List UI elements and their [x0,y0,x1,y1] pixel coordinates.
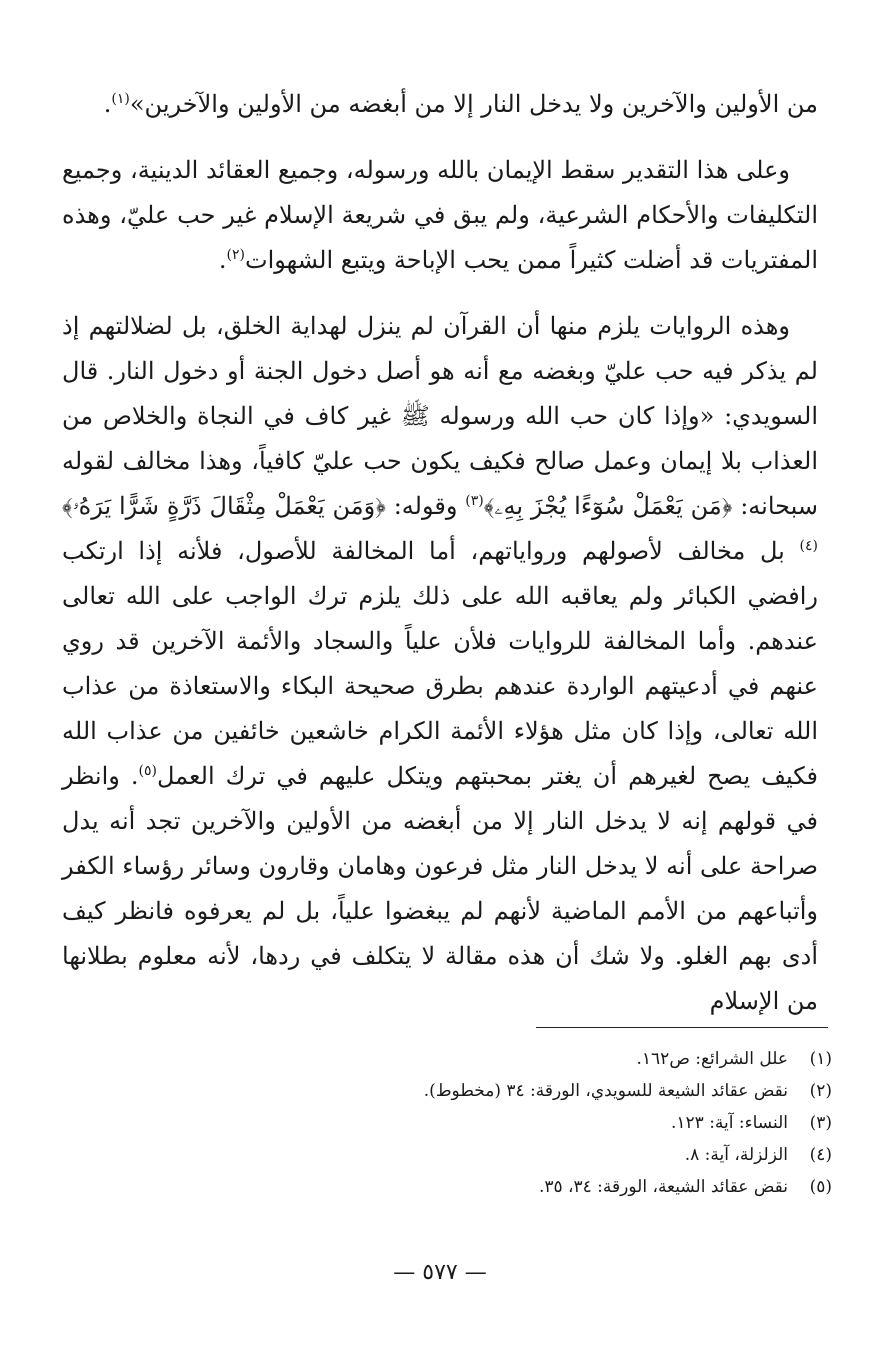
quran-verse: ﴿مَن يَعْمَلْ سُوٓءًا يُجْزَ بِهِۦ﴾ [483,492,733,520]
paragraph-text: وعلى هذا التقدير سقط الإيمان بالله ورسوله، وجميع العقائد الدينية، وجميع التكليفات والأحكام الشرعية، ولم يبق في شريعة الإسلام غير حب عليّ، وهذه المفتريات قد أضلت كثيراً ممن يحب الإباحة ويتبع الشهوات [62,156,818,274]
footnote-separator [536,1027,828,1028]
main-text [62,82,818,1024]
footnote-number: (٣) [809,1113,832,1133]
quran-verse: ﴿وَمَن يَعْمَلْ مِثْقَالَ ذَرَّةٍ شَرًّا يَرَهُۥ﴾ [62,492,386,520]
paragraph-text: من الأولين والآخرين ولا يدخل النار إلا من أبغضه من الأولين والآخرين» [129,90,818,118]
footnote-text: علل الشرائع: ص١٦٢. [636,1049,788,1069]
footnotes [62,1043,832,1203]
paragraph-text: وهذه الروايات يلزم منها أن القرآن لم ينزل لهداية الخلق، بل لضلالتهم إذ لم يذكر فيه حب عليّ وبغضه مع أنه هو أصل دخول الجنة أو دخول النار. قال السويدي: «وإذا كان حب الله ورسوله ﷺ غير كاف في النجاة والخلاص من العذاب بلا إيمان وعمل صالح فكيف يكون حب عليّ كافياً، وهذا مخالف لقوله سبحانه: [62,312,818,520]
paragraph [62,148,818,283]
footnote-number: (٥) [809,1177,832,1197]
footnote [62,1107,832,1139]
paragraph-gap [62,283,818,304]
paragraph-text: بل مخالف لأصولهم ورواياتهم، أما المخالفة للأصول، فلأنه إذا ارتكب رافضي الكبائر ولم يعاقبه الله على ذلك يلزم ترك الواجب على الله تعالى عندهم. وأما المخالفة للروايات فلأن علياً والسجاد والأئمة الآخرين قد روي عنهم في أدعيتهم الواردة عندهم بطرق صحيحة البكاء والاستعاذة من عذاب الله تعالى، وإذا كان مثل هؤلاء الأئمة الكرام خاشعين خائفين من عذاب الله فكيف يصح لغيرهم أن يغتر بمحبتهم ويتكل عليهم في ترك العمل [62,537,818,790]
paragraph-text: وقوله: [385,492,466,520]
footnote-ref: (٢) [226,247,246,263]
footnote-ref: (١) [111,91,130,107]
footnote [62,1075,832,1107]
page-number: — ٥٧٧ — [393,1260,487,1285]
footnote-text: نقض عقائد الشيعة، الورقة: ٣٤، ٣٥. [538,1177,788,1197]
footnote [62,1171,832,1203]
paragraph [62,304,818,1024]
paragraph [62,82,818,127]
footnote-number: (١) [809,1049,832,1069]
footnote-text: النساء: آية: ١٢٣. [670,1113,788,1133]
paragraph-text: . [103,90,112,118]
footnote-number: (٢) [809,1081,832,1101]
footnote-ref: (٤) [799,538,818,554]
paragraph-gap [62,127,818,148]
footnote-ref: (٣) [465,493,484,509]
footnote-text: نقض عقائد الشيعة للسويدي، الورقة: ٣٤ (مخطوط). [423,1081,788,1101]
footnote [62,1043,832,1075]
footnote-ref: (٥) [138,763,157,779]
paragraph-text: . وانظر في قولهم إنه لا يدخل النار إلا من أبغضه من الأولين والآخرين تجد أنه يدل صراحة على أنه لا يدخل النار مثل فرعون وهامان وقارون وسائر رؤساء الكفر وأتباعهم من الأمم الماضية لأنهم لم يبغضوا علياً، بل لم يعرفوه فانظر كيف أدى بهم الغلو. ولا شك أن هذه مقالة لا يتكلف في ردها، لأنه معلوم بطلانها من الإسلام [62,762,818,1015]
footnote-text: الزلزلة، آية: ٨. [684,1145,788,1165]
paragraph-text: . [218,246,227,274]
footnote-number: (٤) [809,1145,832,1165]
footnote [62,1139,832,1171]
